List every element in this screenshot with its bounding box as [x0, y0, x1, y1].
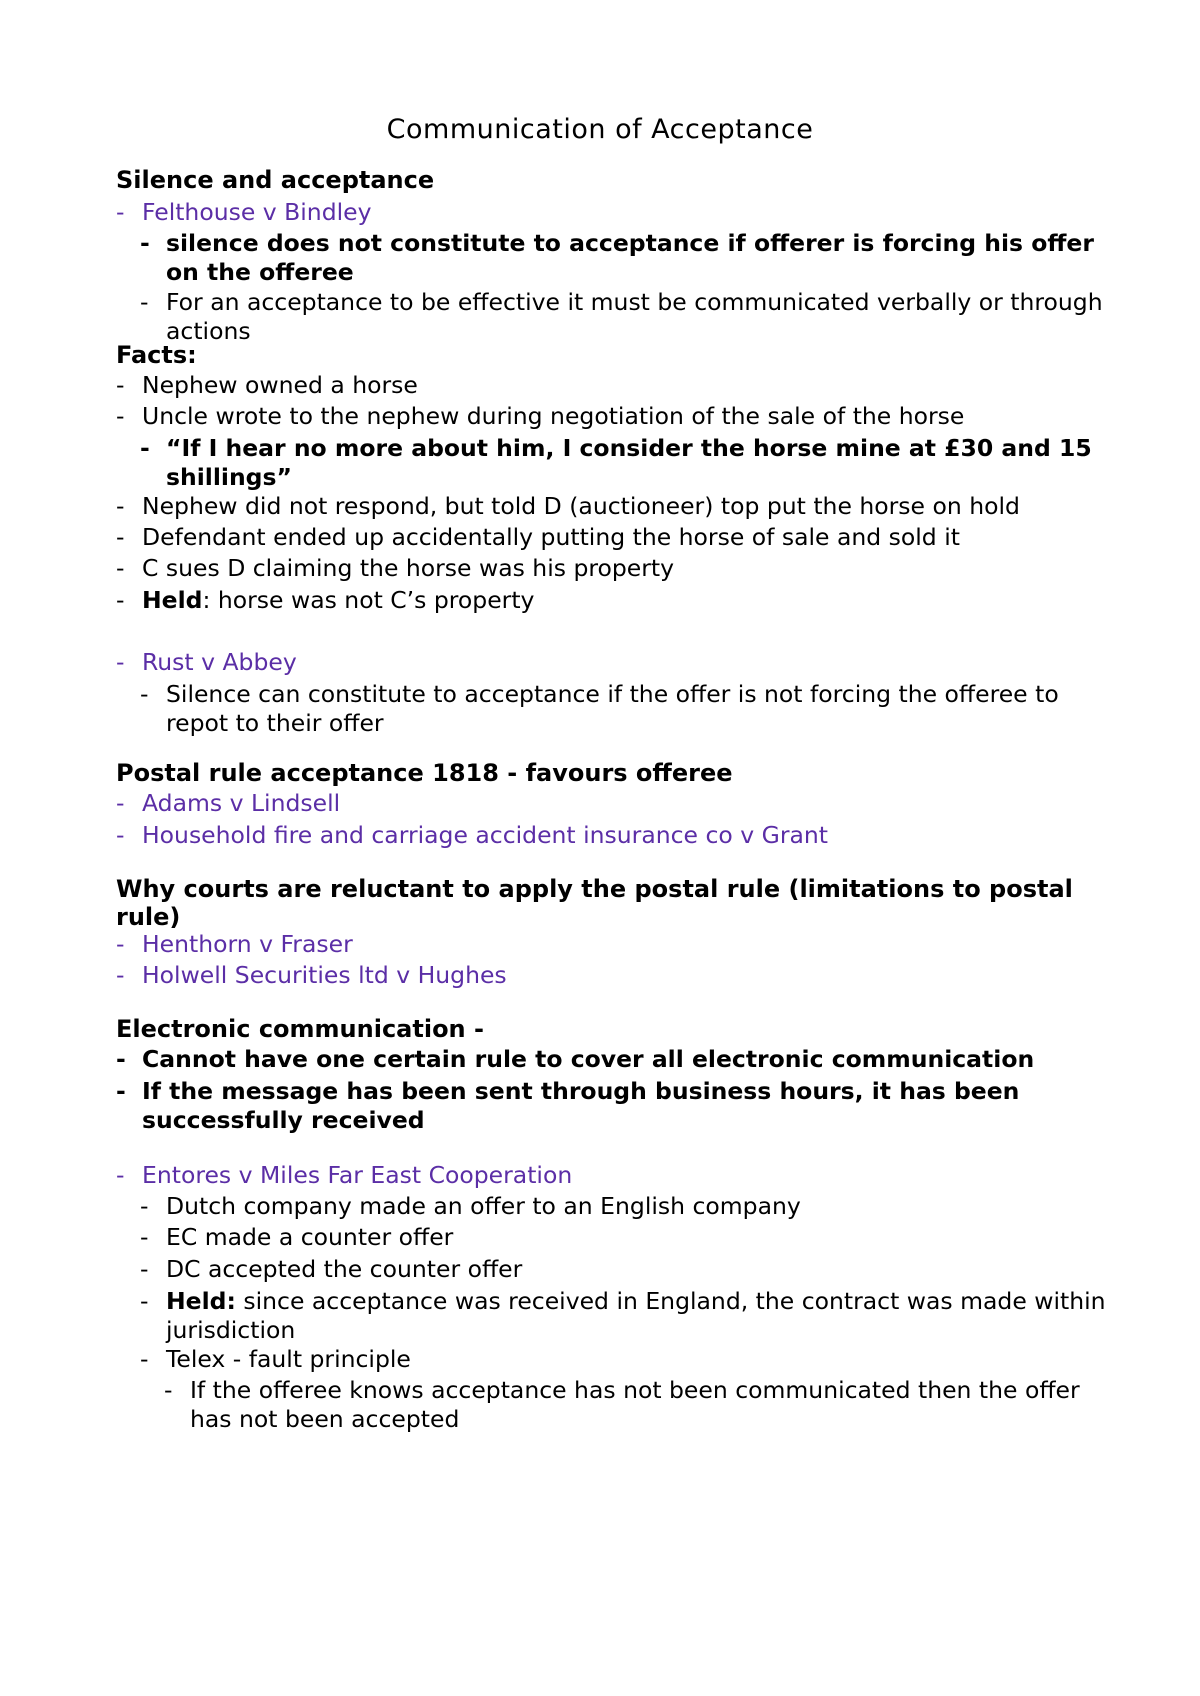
- list-item: - DC accepted the counter offer: [140, 1255, 523, 1283]
- case-adams-v-lindsell: - Adams v Lindsell: [116, 789, 341, 817]
- facts-heading: Facts:: [116, 341, 197, 369]
- case-holwell-v-hughes: - Holwell Securities ltd v Hughes: [116, 961, 507, 989]
- case-henthorn-v-fraser: - Henthorn v Fraser: [116, 930, 353, 958]
- case-household-fire: - Household fire and carriage accident insurance co v Grant: [116, 821, 829, 849]
- list-item: - For an acceptance to be effective it must be communicated verbally or through actions: [140, 288, 1103, 345]
- list-item: - If the offeree knows acceptance has not been communicated then the offer has not been accepted: [164, 1376, 1080, 1433]
- case-entores-v-miles: - Entores v Miles Far East Cooperation: [116, 1161, 573, 1189]
- list-item: - C sues D claiming the horse was his property: [116, 554, 675, 582]
- case-felthouse-v-bindley: - Felthouse v Bindley: [116, 198, 372, 226]
- held-item: - Held: horse was not C’s property: [116, 586, 535, 614]
- list-item: - Dutch company made an offer to an English company: [140, 1192, 801, 1220]
- section-heading-electronic: Electronic communication -: [116, 1015, 484, 1043]
- held-item: - Held: since acceptance was received in England, the contract was made within jurisdiction: [140, 1287, 1106, 1344]
- case-rust-v-abbey: - Rust v Abbey: [116, 648, 297, 676]
- section-heading-postal: Postal rule acceptance 1818 - favours offeree: [116, 759, 733, 787]
- page-title: Communication of Acceptance: [386, 114, 814, 145]
- section-heading-silence: Silence and acceptance: [116, 166, 435, 194]
- list-item: - Cannot have one certain rule to cover all electronic communication: [116, 1045, 1035, 1073]
- list-item: - Silence can constitute to acceptance if the offer is not forcing the offeree to repot to their offer: [140, 680, 1059, 737]
- list-item: - Defendant ended up accidentally putting the horse of sale and sold it: [116, 523, 960, 551]
- list-item: - Nephew did not respond, but told D (auctioneer) top put the horse on hold: [116, 492, 1020, 520]
- section-heading-reluctant: Why courts are reluctant to apply the postal rule (limitations to postal rule): [116, 875, 1073, 931]
- list-item: - Nephew owned a horse: [116, 371, 418, 399]
- list-item: - Uncle wrote to the nephew during negotiation of the sale of the horse: [116, 402, 965, 430]
- list-item: - If the message has been sent through business hours, it has been successfully received: [116, 1077, 1020, 1134]
- list-item: - EC made a counter offer: [140, 1223, 454, 1251]
- list-item: - Telex - fault principle: [140, 1345, 411, 1373]
- list-item: - silence does not constitute to acceptance if offerer is forcing his offer on the offeree: [140, 229, 1094, 286]
- quote-item: - “If I hear no more about him, I consider the horse mine at £30 and 15 shillings”: [140, 434, 1092, 491]
